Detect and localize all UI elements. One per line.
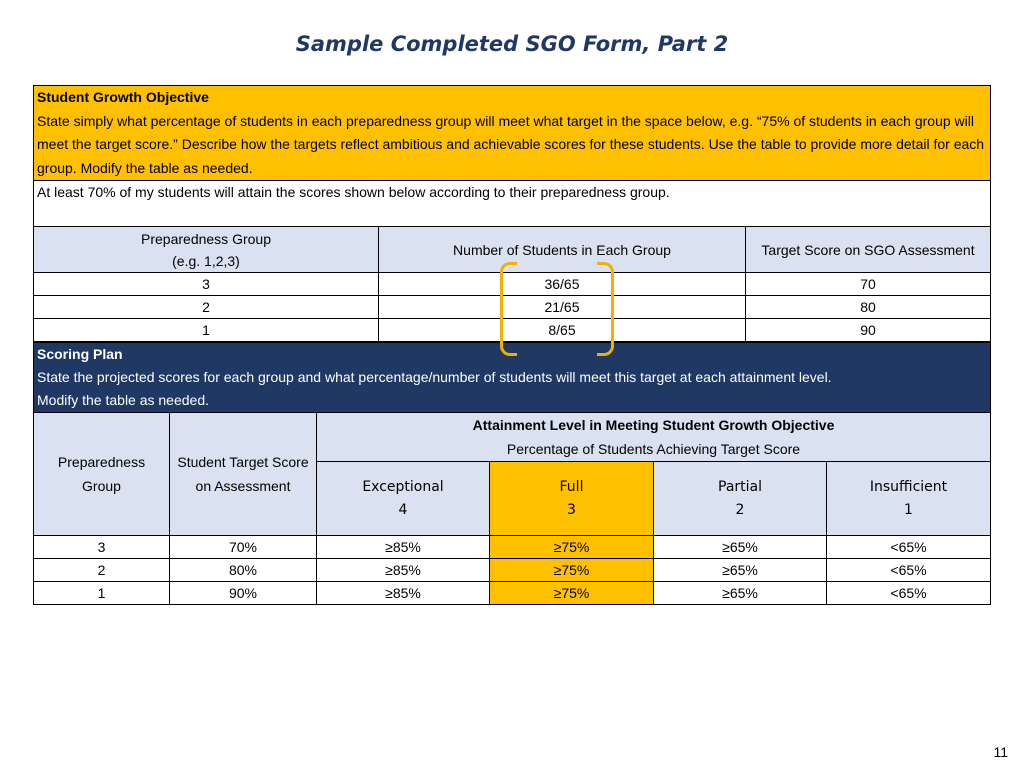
table-row bbox=[34, 536, 991, 559]
full-cell: ≥75% bbox=[490, 582, 654, 605]
attainment-subtitle: Percentage of Students Achieving Target Score bbox=[506, 441, 801, 457]
group-cell: 2 bbox=[34, 296, 379, 319]
students-cell: 21/65 bbox=[379, 296, 746, 319]
insufficient-cell: <65% bbox=[827, 582, 991, 605]
level-number: 2 bbox=[735, 501, 745, 518]
page-number: 11 bbox=[993, 744, 1008, 760]
col-header-preparedness-group bbox=[34, 413, 170, 536]
objective-header-cell bbox=[34, 86, 991, 181]
target-cell: 90 bbox=[746, 319, 991, 342]
objective-instructions: State simply what percentage of students in each preparedness group will meet what target in the space below, e.g. “75% of students in each group will meet the target score.” Describe how the targets reflect ambitious and achievable scores for these students. Use the table to provide more detail for each group. Modify the table as needed. bbox=[37, 112, 985, 176]
target-cell: 80 bbox=[746, 296, 991, 319]
left-bracket-highlight bbox=[500, 262, 517, 356]
right-bracket-highlight bbox=[597, 262, 614, 356]
col-header-line: on Assessment bbox=[195, 478, 291, 494]
exceptional-cell: ≥85% bbox=[317, 536, 490, 559]
col-header-line: Preparedness bbox=[57, 454, 146, 470]
level-name: Full bbox=[559, 478, 584, 495]
scoring-instructions-line2: Modify the table as needed. bbox=[37, 392, 210, 408]
score-cell: 70% bbox=[170, 536, 317, 559]
level-header-full bbox=[490, 462, 654, 536]
objective-statement: At least 70% of my students will attain the scores shown below according to their preparedness group. bbox=[34, 181, 991, 227]
partial-cell: ≥65% bbox=[654, 536, 827, 559]
full-cell: ≥75% bbox=[490, 536, 654, 559]
exceptional-cell: ≥85% bbox=[317, 559, 490, 582]
score-cell: 80% bbox=[170, 559, 317, 582]
col-header-line: Group bbox=[82, 478, 121, 494]
partial-cell: ≥65% bbox=[654, 559, 827, 582]
insufficient-cell: <65% bbox=[827, 559, 991, 582]
col-header-example: (e.g. 1,2,3) bbox=[172, 252, 240, 269]
col-header-target-score: Target Score on SGO Assessment bbox=[746, 227, 991, 273]
students-cell: 36/65 bbox=[379, 273, 746, 296]
group-cell: 3 bbox=[34, 536, 170, 559]
group-cell: 1 bbox=[34, 582, 170, 605]
group-cell: 3 bbox=[34, 273, 379, 296]
students-cell: 8/65 bbox=[379, 319, 746, 342]
level-name: Insufficient bbox=[869, 478, 948, 495]
exceptional-cell: ≥85% bbox=[317, 582, 490, 605]
scoring-heading: Scoring Plan bbox=[37, 346, 123, 362]
score-cell: 90% bbox=[170, 582, 317, 605]
col-header-label: Preparedness Group bbox=[141, 230, 271, 247]
table-row bbox=[34, 559, 991, 582]
level-number: 4 bbox=[398, 501, 408, 518]
table-row bbox=[34, 582, 991, 605]
level-number: 3 bbox=[567, 501, 576, 518]
full-cell: ≥75% bbox=[490, 559, 654, 582]
level-number: 1 bbox=[904, 501, 913, 518]
col-header-student-target-score bbox=[170, 413, 317, 536]
col-header-number-of-students: Number of Students in Each Group bbox=[379, 227, 746, 273]
level-header-insufficient bbox=[827, 462, 991, 536]
attainment-level-header bbox=[317, 413, 991, 462]
level-header-partial bbox=[654, 462, 827, 536]
col-header-preparedness-group bbox=[34, 227, 379, 273]
target-cell: 70 bbox=[746, 273, 991, 296]
level-header-exceptional bbox=[317, 462, 490, 536]
objective-heading: Student Growth Objective bbox=[37, 89, 209, 105]
col-header-line: Student Target Score bbox=[177, 454, 309, 470]
partial-cell: ≥65% bbox=[654, 582, 827, 605]
level-name: Exceptional bbox=[362, 478, 444, 495]
attainment-title: Attainment Level in Meeting Student Growth Objective bbox=[472, 417, 835, 433]
group-cell: 2 bbox=[34, 559, 170, 582]
insufficient-cell: <65% bbox=[827, 536, 991, 559]
level-name: Partial bbox=[718, 478, 762, 495]
scoring-instructions-line1: State the projected scores for each group and what percentage/number of students will meet this target at each attainment level. bbox=[37, 369, 832, 385]
page-title: Sample Completed SGO Form, Part 2 bbox=[295, 32, 729, 56]
group-cell: 1 bbox=[34, 319, 379, 342]
scoring-plan-table bbox=[33, 342, 991, 605]
